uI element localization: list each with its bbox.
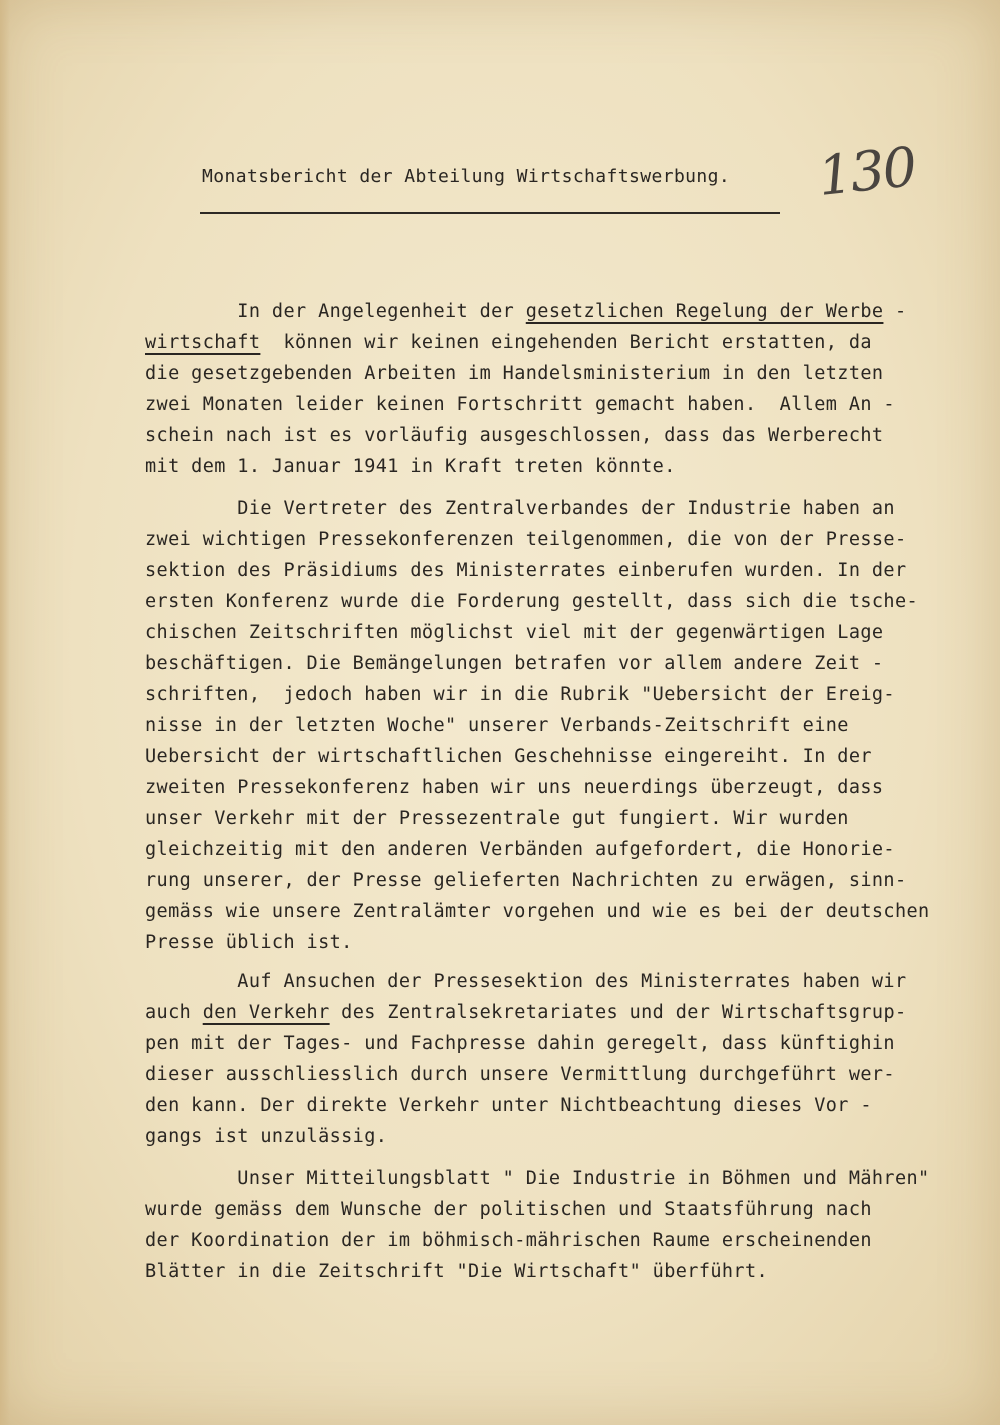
text-line bbox=[145, 1059, 975, 1090]
text-line bbox=[145, 617, 975, 648]
text-segment: die gesetzgebenden Arbeiten im Handelsministerium in den letzten bbox=[145, 363, 884, 384]
text-segment: In der Angelegenheit der bbox=[145, 301, 526, 322]
text-segment: der Koordination der im böhmisch-mährischen Raume erscheinenden bbox=[145, 1230, 872, 1251]
text-line bbox=[145, 493, 975, 524]
text-segment: zwei Monaten leider keinen Fortschritt gemacht haben. Allem An - bbox=[145, 394, 895, 415]
underlined-phrase: gesetzlichen Regelung der Werbe bbox=[525, 301, 884, 322]
title-underline bbox=[200, 212, 780, 214]
text-line bbox=[145, 555, 975, 586]
paragraph-2 bbox=[145, 493, 975, 958]
text-segment: wurde gemäss dem Wunsche der politischen und Staatsführung nach bbox=[145, 1199, 872, 1220]
text-segment: den kann. Der direkte Verkehr unter Nichtbeachtung dieses Vor - bbox=[145, 1095, 872, 1116]
text-segment: chischen Zeitschriften möglichst viel mit der gegenwärtigen Lage bbox=[145, 622, 884, 643]
text-segment: Auf Ansuchen der Pressesektion des Ministerrates haben wir bbox=[145, 971, 907, 992]
text-line bbox=[145, 803, 975, 834]
text-segment: pen mit der Tages- und Fachpresse dahin geregelt, dass künftighin bbox=[145, 1033, 895, 1054]
underlined-phrase: den Verkehr bbox=[202, 1002, 330, 1023]
text-segment: sektion des Präsidiums des Ministerrates einberufen wurden. In der bbox=[145, 560, 907, 581]
page-edge-shadow bbox=[0, 0, 10, 1425]
text-line bbox=[145, 524, 975, 555]
text-segment: nisse in der letzten Woche" unserer Verbands-Zeitschrift eine bbox=[145, 715, 849, 736]
text-line bbox=[145, 966, 975, 997]
text-line bbox=[145, 1225, 975, 1256]
text-line bbox=[145, 1163, 975, 1194]
text-line bbox=[145, 451, 975, 482]
paragraph-4 bbox=[145, 1163, 975, 1287]
text-segment: schriften, jedoch haben wir in die Rubrik "Uebersicht der Ereig- bbox=[145, 684, 895, 705]
text-segment: dieser ausschliesslich durch unsere Vermittlung durchgeführt wer- bbox=[145, 1064, 895, 1085]
text-line bbox=[145, 679, 975, 710]
underlined-phrase: wirtschaft bbox=[145, 332, 261, 353]
text-line bbox=[145, 327, 975, 358]
text-segment: Blätter in die Zeitschrift "Die Wirtschaft" überführt. bbox=[145, 1261, 769, 1282]
text-line bbox=[145, 648, 975, 679]
text-line bbox=[145, 896, 975, 927]
text-line bbox=[145, 772, 975, 803]
text-line bbox=[145, 1256, 975, 1287]
text-segment: - bbox=[883, 301, 907, 322]
handwritten-page-number: 130 bbox=[814, 135, 919, 208]
text-line bbox=[145, 1194, 975, 1225]
text-segment: Presse üblich ist. bbox=[145, 932, 353, 953]
text-line bbox=[145, 1090, 975, 1121]
text-segment: gleichzeitig mit den anderen Verbänden aufgefordert, die Honorie- bbox=[145, 839, 895, 860]
text-line bbox=[145, 358, 975, 389]
text-segment: gemäss wie unsere Zentralämter vorgehen und wie es bei der deutschen bbox=[145, 901, 930, 922]
paragraph-1 bbox=[145, 296, 975, 482]
text-line bbox=[145, 997, 975, 1028]
text-line bbox=[145, 420, 975, 451]
text-line bbox=[145, 1121, 975, 1152]
text-line bbox=[145, 296, 975, 327]
text-segment: unser Verkehr mit der Pressezentrale gut fungiert. Wir wurden bbox=[145, 808, 849, 829]
text-line bbox=[145, 389, 975, 420]
text-segment: Die Vertreter des Zentralverbandes der Industrie haben an bbox=[145, 498, 895, 519]
text-line bbox=[145, 586, 975, 617]
text-segment: gangs ist unzulässig. bbox=[145, 1126, 388, 1147]
text-segment: beschäftigen. Die Bemängelungen betrafen vor allem andere Zeit - bbox=[145, 653, 884, 674]
text-segment: mit dem 1. Januar 1941 in Kraft treten könnte. bbox=[145, 456, 676, 477]
paragraph-3 bbox=[145, 966, 975, 1152]
text-segment: können wir keinen eingehenden Bericht erstatten, da bbox=[260, 332, 872, 353]
text-segment: zwei wichtigen Pressekonferenzen teilgenommen, die von der Presse- bbox=[145, 529, 907, 550]
text-segment: schein nach ist es vorläufig ausgeschlossen, dass das Werberecht bbox=[145, 425, 884, 446]
text-segment: zweiten Pressekonferenz haben wir uns neuerdings überzeugt, dass bbox=[145, 777, 884, 798]
text-segment: Uebersicht der wirtschaftlichen Geschehnisse eingereiht. In der bbox=[145, 746, 872, 767]
document-title: Monatsbericht der Abteilung Wirtschaftswerbung. bbox=[202, 166, 731, 187]
text-line bbox=[145, 834, 975, 865]
text-line bbox=[145, 865, 975, 896]
text-segment: Unser Mitteilungsblatt " Die Industrie in Böhmen und Mähren" bbox=[145, 1168, 930, 1189]
text-segment: ersten Konferenz wurde die Forderung gestellt, dass sich die tsche- bbox=[145, 591, 919, 612]
text-segment: auch bbox=[145, 1002, 203, 1023]
text-line bbox=[145, 741, 975, 772]
text-line bbox=[145, 1028, 975, 1059]
text-segment: des Zentralsekretariates und der Wirtschaftsgrup- bbox=[329, 1002, 907, 1023]
text-line bbox=[145, 927, 975, 958]
text-segment: rung unserer, der Presse gelieferten Nachrichten zu erwägen, sinn- bbox=[145, 870, 907, 891]
text-line bbox=[145, 710, 975, 741]
